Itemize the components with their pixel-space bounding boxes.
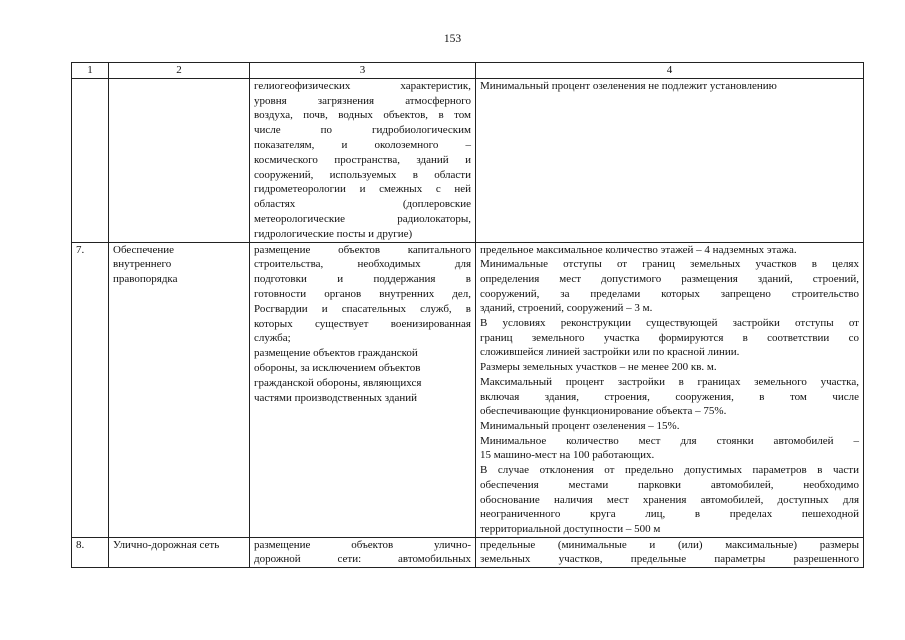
- text-line: размещение объектов гражданской: [254, 347, 418, 360]
- row-name: [109, 537, 250, 568]
- row-description: [250, 537, 476, 568]
- header-col-3: 3: [250, 63, 476, 79]
- text-line: территориальной доступности – 500 м: [480, 522, 661, 535]
- text-line: числе по гидробиологическим: [254, 124, 471, 137]
- text-line: готовности органов внутренних дел,: [254, 287, 471, 300]
- text-line: земельных участков, предельные параметры разрешенного: [480, 553, 859, 566]
- text-line: сооружений, используемых в области: [254, 168, 471, 181]
- text-line: размещение объектов капитального: [254, 243, 471, 256]
- header-col-4: 4: [476, 63, 864, 79]
- row-parameters: [476, 537, 864, 568]
- text-line: В случае отклонения от предельно допустимых параметров в части: [480, 464, 859, 477]
- text-line: дорожной сети: автомобильных: [254, 553, 471, 566]
- text-line: включая здания, строения, сооружения, в том числе: [480, 390, 859, 403]
- text-line: космического пространства, зданий и: [254, 153, 471, 166]
- text-line: Улично-дорожная сеть: [113, 538, 220, 551]
- text-line: обоснование наличия мест хранения автомобилей, доступных для: [480, 493, 859, 506]
- text-line: Размеры земельных участков – не менее 200 кв. м.: [480, 361, 717, 374]
- text-line: Минимальный процент озеленения – 15%.: [480, 420, 680, 432]
- row-name: [109, 78, 250, 242]
- header-row: [72, 63, 864, 79]
- text-line: обеспечения местами парковки автомобилей, необходимо: [480, 478, 859, 491]
- text-line: определения мест допустимого размещения зданий, строений,: [480, 272, 859, 285]
- text-line: Максимальный процент застройки в границах земельного участка,: [480, 375, 859, 388]
- header-col-1: 1: [72, 63, 109, 79]
- text-line: сооружений, за пределами которых запрещено строительство: [480, 287, 859, 300]
- text-line: метеорологические радиолокаторы,: [254, 212, 471, 225]
- text-line: Росгвардии и спасательных служб, в: [254, 302, 471, 315]
- row-number: [72, 78, 109, 242]
- row-name: [109, 242, 250, 537]
- text-line: 15 машино-мест на 100 работающих.: [480, 449, 655, 462]
- table-row: [72, 242, 864, 537]
- row-number: 8.: [72, 537, 109, 568]
- row-parameters: [476, 78, 864, 242]
- header-col-2: 2: [109, 63, 250, 79]
- text-line: частями производственных зданий: [254, 391, 418, 404]
- text-line: сложившейся линией застройки или по красной линии.: [480, 346, 740, 359]
- table-row: [72, 537, 864, 568]
- text-line: Минимальные отступы от границ земельных участков в целях: [480, 258, 859, 271]
- row-parameters: [476, 242, 864, 537]
- text-line: правопорядка: [113, 273, 178, 286]
- table-row: [72, 78, 864, 242]
- text-line: гидрологические посты и другие): [254, 227, 413, 240]
- text-line: границ земельного участка формируются в соответствии со: [480, 331, 859, 344]
- text-line: Минимальное количество мест для стоянки автомобилей –: [480, 434, 859, 447]
- text-line: воздуха, почв, водных объектов, в том: [254, 109, 471, 122]
- text-line: подготовки и поддержания в: [254, 273, 471, 286]
- text-line: обеспечивающие функционирование объекта – 75%.: [480, 405, 727, 418]
- text-line: гелиогеофизических характеристик,: [254, 79, 471, 92]
- text-line: неограниченного круга лиц, в пределах пешеходной: [480, 508, 859, 521]
- text-line: гражданской обороны, являющихся: [254, 376, 422, 389]
- text-line: зданий, строений, сооружений – 3 м.: [480, 302, 653, 315]
- text-line: служба;: [254, 332, 291, 345]
- text-line: которых существует военизированная: [254, 317, 471, 330]
- text-line: показателям, и околоземного –: [254, 138, 471, 151]
- text-line: предельные (минимальные и (или) максимальные) размеры: [480, 538, 859, 551]
- text-line: размещение объектов улично-: [254, 538, 471, 551]
- text-line: Минимальный процент озеленения не подлежит установлению: [480, 79, 777, 92]
- text-line: Обеспечение: [113, 243, 174, 256]
- text-line: уровня загрязнения атмосферного: [254, 94, 471, 107]
- text-line: внутреннего: [113, 258, 172, 271]
- text-line: областях (доплеровские: [254, 198, 471, 211]
- row-description: [250, 78, 476, 242]
- page-number: 153: [443, 33, 462, 45]
- regulations-table: [71, 62, 864, 568]
- row-description: [250, 242, 476, 537]
- row-number: 7.: [72, 242, 109, 537]
- text-line: строительства, необходимых для: [254, 258, 471, 271]
- text-line: обороны, за исключением объектов: [254, 361, 421, 374]
- text-line: гидрометеорологии и смежных с ней: [254, 183, 471, 196]
- text-line: В условиях реконструкции существующей застройки отступы от: [480, 317, 859, 330]
- text-line: предельное максимальное количество этажей – 4 надземных этажа.: [480, 243, 797, 256]
